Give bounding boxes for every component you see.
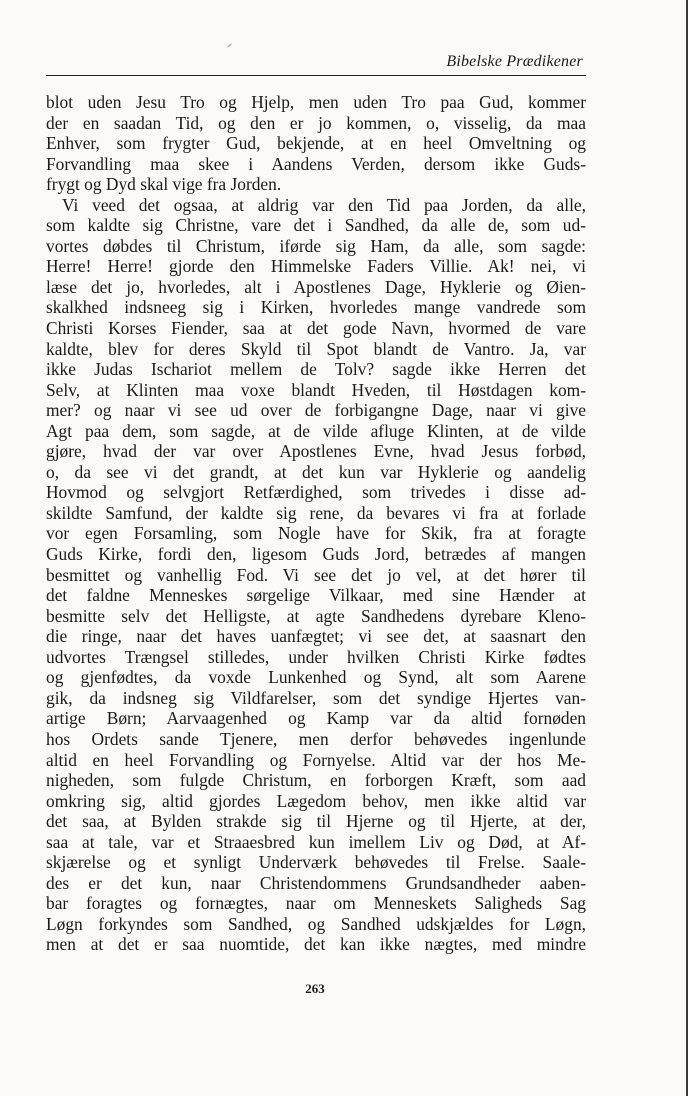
text-line: det faldne Menneskes sørgelige Vilkaar, med sine Hænder at: [46, 585, 586, 606]
text-line: udvortes Trængsel stilledes, under hvilken Christi Kirke fødtes: [46, 646, 586, 667]
text-line: Guds Kirke, fordi den, ligesom Guds Jord, betrædes af mangen: [46, 544, 586, 565]
header-rule: [46, 75, 586, 76]
text-line: skjærelse og et synligt Underværk behøvedes til Frelse. Saale-: [46, 852, 586, 873]
scan-speck: [227, 44, 231, 48]
text-line: Christi Korses Fiender, saa at det gode Navn, hvormed de vare: [46, 318, 586, 339]
text-line: artige Børn; Aarvaagenhed og Kamp var da altid fornøden: [46, 708, 586, 729]
text-line: vor egen Forsamling, som Nogle have for Skik, fra at foragte: [46, 523, 586, 544]
text-line: gjøre, hvad der var over Apostlenes Evne, hvad Jesus forbød,: [46, 441, 586, 462]
text-line: skildte Samfund, der kaldte sig rene, da bevares vi fra at forlade: [46, 502, 586, 523]
text-line: blot uden Jesu Tro og Hjelp, men uden Tro paa Gud, kommer: [46, 92, 586, 112]
text-line: men at det er saa nuomtide, det kan ikke nægtes, med mindre: [46, 934, 586, 955]
text-line: frygt og Dyd skal vige fra Jorden.: [46, 174, 282, 195]
text-line: ikke Judas Ischariot mellem de Tolv? sagde ikke Herren det: [46, 359, 586, 380]
text-line: som kaldte sig Christne, vare det i Sandhed, da alle de, som ud-: [46, 215, 586, 236]
text-line: o, da see vi det grandt, at det kun var Hyklerie og aandelig: [46, 461, 586, 482]
text-line: mer? og naar vi see ud over de forbigangne Dage, naar vi give: [46, 400, 586, 421]
text-line: Herre! Herre! gjorde den Himmelske Faders Villie. Ak! nei, vi: [46, 256, 586, 277]
page-number: 263: [305, 981, 325, 996]
text-line: Enhver, som frygter Gud, bekjende, at en heel Omveltning og: [46, 133, 586, 154]
text-line: nigheden, som fulgde Christum, en forborgen Kræft, som aad: [46, 770, 586, 791]
text-line: Hovmod og selvgjort Retfærdighed, som trivedes i disse ad-: [46, 482, 586, 503]
text-line: kaldte, blev for deres Skyld til Spot blandt de Vantro. Ja, var: [46, 338, 586, 359]
text-line: skalkhed indsneeg sig i Kirken, hvorledes mange vandrede som: [46, 297, 586, 318]
running-header: Bibelske Prædikener: [446, 53, 583, 70]
text-line: vortes døbdes til Christum, iførde sig Ham, da alle, som sagde:: [46, 235, 586, 256]
text-line: læse det jo, hvorledes, alt i Apostlenes Dage, Hyklerie og Øien-: [46, 276, 586, 297]
text-line: gik, da indsneg sig Vildfarelser, som det syndige Hjertes van-: [46, 687, 586, 708]
text-line: die ringe, naar det haves uanfægtet; vi see det, at saasnart den: [46, 626, 586, 647]
text-line: besmittet og vanhellig Fod. Vi see det jo vel, at det hører til: [46, 564, 586, 585]
text-line: Løgn forkyndes som Sandhed, og Sandhed udskjældes for Løgn,: [46, 913, 586, 934]
body-text: [46, 92, 586, 955]
text-line: saa at tale, var et Straaesbred kun imellem Liv og Død, at Af-: [46, 831, 586, 852]
text-line: Forvandling maa skee i Aandens Verden, dersom ikke Guds-: [46, 153, 586, 174]
text-line: bar foragtes og fornægtes, naar om Menneskets Saligheds Sag: [46, 893, 586, 914]
text-line: des er det kun, naar Christendommens Grundsandheder aaben-: [46, 872, 586, 893]
text-line: besmitte selv det Helligste, at agte Sandhedens dyrebare Kleno-: [46, 605, 586, 626]
text-line: altid en heel Forvandling og Fornyelse. Altid var der hos Me-: [46, 749, 586, 770]
text-line: det saa, at Bylden strakde sig til Hjerne og til Hjerte, at der,: [46, 811, 586, 832]
text-line: Selv, at Klinten maa voxe blandt Hveden, til Høstdagen kom-: [46, 379, 586, 400]
text-line: der en saadan Tid, og den er jo kommen, o, visselig, da maa: [46, 112, 586, 133]
text-line: Vi veed det ogsaa, at aldrig var den Tid paa Jorden, da alle,: [62, 194, 586, 215]
text-line: hos Ordets sande Tjenere, men derfor behøvedes ingenlunde: [46, 728, 586, 749]
text-line: og gjenfødtes, da voxde Lunkenhed og Synd, alt som Aarene: [46, 667, 586, 688]
text-line: omkring sig, altid gjordes Lægedom behov, men ikke altid var: [46, 790, 586, 811]
text-line: Agt paa dem, som sagde, at de vilde afluge Klinten, at de vilde: [46, 420, 586, 441]
